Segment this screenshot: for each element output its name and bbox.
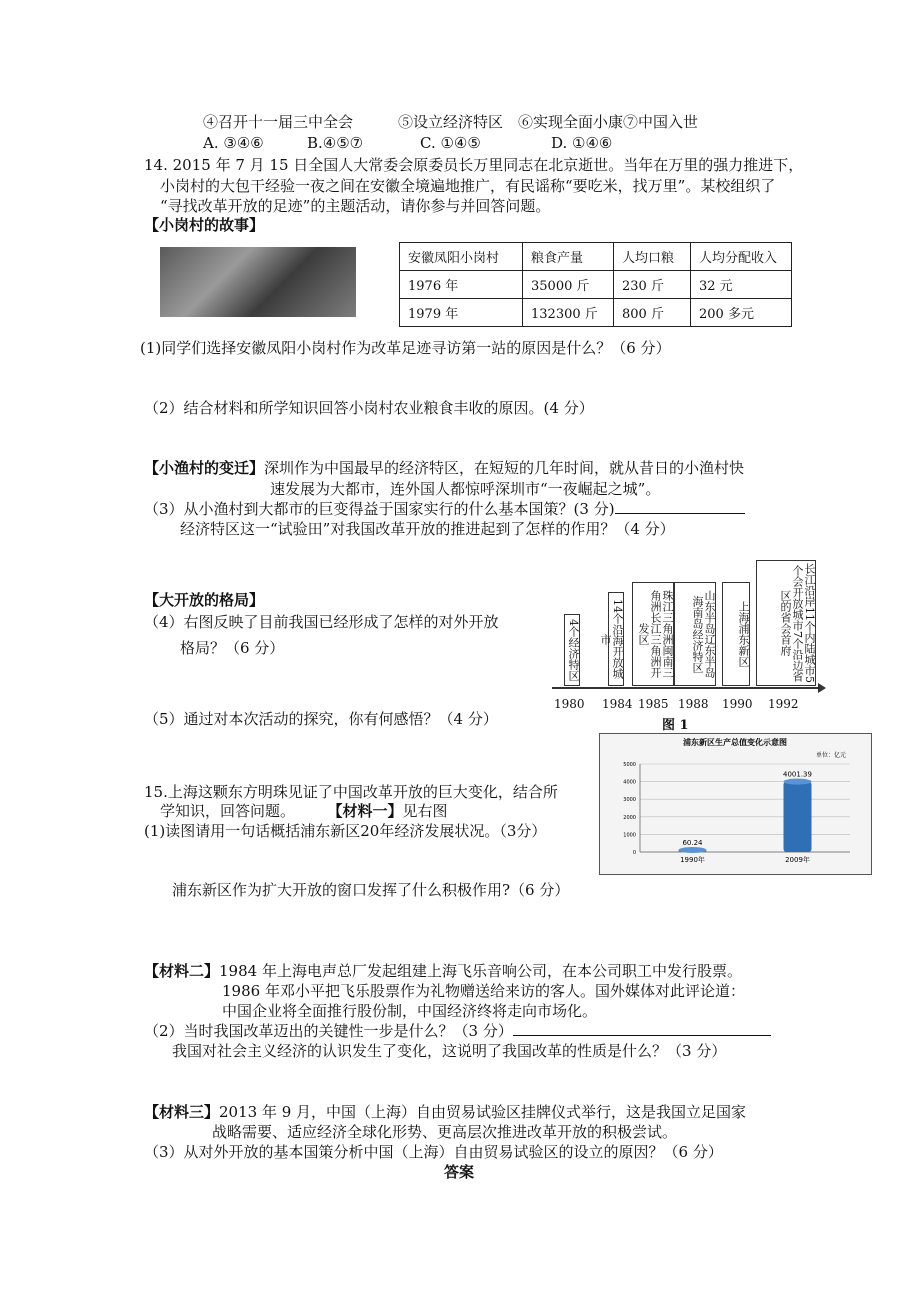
y-tick-label: 4000 [623,779,636,786]
material-three-label: 【材料三】 [144,1103,220,1121]
x-tick-label: 2009年 [785,856,810,864]
q14-sub-3b: 经济特区这一“试验田”对我国改革开放的推进起到了怎样的作用？（4 分） [180,520,675,538]
pudong-gdp-chart [599,733,872,875]
table-row [400,271,792,299]
data-label: 4001.39 [783,770,812,779]
chart-bar [784,782,812,852]
data-label: 60.24 [682,839,703,847]
y-tick-label: 3000 [623,797,636,804]
timeline-box: 4个经济特区 [564,614,580,686]
x-tick-label: 1990年 [680,856,705,864]
table-cell: 1976 年 [400,271,523,299]
q14-sub-4a: （4）右图反映了目前我国已经形成了怎样的对外开放 [144,613,499,631]
y-tick-label: 0 [632,850,636,856]
q14-sub-2: （2）结合材料和所学知识回答小岗村农业粮食丰收的原因。(4 分） [144,399,594,417]
section2-text-1: 深圳作为中国最早的经济特区，在短短的几年时间，就从昔日的小渔村快 [264,459,745,477]
table-cell: 230 斤 [614,271,691,299]
q15-intro-2: 学知识，回答问题。 [160,802,296,820]
table-cell: 1979 年 [400,299,523,327]
table-cell: 800 斤 [614,299,691,327]
table-header-cell: 人均分配收入 [691,243,792,271]
q14-intro-3: “寻找改革开放的足迹”的主题活动，请你参与并回答问题。 [160,197,551,215]
timeline-year: 1985 [638,697,669,711]
y-tick-label: 5000 [623,762,636,768]
xiaogang-data-table [399,242,792,327]
table-cell: 200 多元 [691,299,792,327]
timeline-year: 1990 [722,697,753,711]
material-one-label: 【材料一】 [335,802,403,820]
q15-intro-1: 15.上海这颗东方明珠见证了中国改革开放的巨大变化，结合所 [144,783,558,801]
section2-text-2: 速发展为大都市，连外国人都惊呼深圳市“一夜崛起之城”。 [270,480,661,498]
q14-sub-3a: （3）从小渔村到大都市的巨变得益于国家实行的什么基本国策？(3 分) [144,500,615,518]
chart-bar-top [784,779,812,785]
q14-intro-2: 小岗村的大包干经验一夜之间在安徽全境遍地推广，有民谣称“要吃米，找万里”。某校组织了 [160,177,776,195]
q15-sub-2b: 我国对社会主义经济的认识发生了变化，这说明了我国改革的性质是什么？（3 分） [172,1042,727,1060]
material-one-ref: 见右图 [402,802,448,820]
timeline-box: 山东半岛辽东半岛海南岛经济特区 [674,582,716,686]
q13-option-c: C. ①④⑤ [420,134,481,152]
material-two-label: 【材料二】 [144,962,220,980]
answer-heading: 答案 [444,1163,475,1181]
xiaogang-village-photo [160,247,356,317]
answer-blank [615,499,745,514]
q14-sub-1: (1)同学们选择安徽凤阳小岗村作为改革足迹寻访第一站的原因是什么？（6 分） [140,339,671,357]
material-three-text-1: 2013 年 9 月，中国（上海）自由贸易试验区挂牌仪式举行，这是我国立足国家 [219,1103,747,1121]
section-opening-pattern: 【大开放的格局】 [144,591,265,609]
answer-blank [513,1021,771,1036]
timeline-year: 1992 [768,697,799,711]
section-fishing-village: 【小渔村的变迁】 [144,459,265,477]
table-header-cell: 粮食产量 [523,243,614,271]
material-two-text-1: 1984 年上海电声总厂发起组建上海飞乐音响公司，在本公司职工中发行股票。 [219,962,742,980]
material-three-text-2: 战略需要、适应经济全球化形势、更高层次推进改革开放的积极尝试。 [212,1123,678,1141]
material-two-text-3: 中国企业将全面推行股份制，中国经济终将走向市场化。 [222,1002,598,1020]
q15-sub-1b: 浦东新区作为扩大开放的窗口发挥了什么积极作用?（6 分） [172,881,570,899]
timeline-box: 14个沿海开放城市 [608,592,624,686]
table-header-cell: 人均口粮 [614,243,691,271]
timeline-box: 长江沿岸11个内陆城市5个会开放城市7个沿边省区的省会首府 [756,560,816,686]
y-tick-label: 2000 [623,814,636,821]
timeline-box: 珠江三角洲闽南三角洲长江三角洲开发区 [632,582,674,686]
q13-option-d: D. ①④⑥ [551,134,613,152]
table-row [400,299,792,327]
q13-option-b: B.④⑤⑦ [307,134,364,152]
timeline-year: 1988 [678,697,709,711]
material-two-text-2: 1986 年邓小平把飞乐股票作为礼物赠送给来访的客人。国外媒体对此评论道： [222,982,745,1000]
table-cell: 32 元 [691,271,792,299]
pudong-gdp-chart-svg [600,734,871,874]
q15-sub-2a: （2）当时我国改革迈出的关键性一步是什么？（3 分） [144,1022,513,1040]
q14-intro-1: 14. 2015 年 7 月 15 日全国人大常委会原委员长万里同志在北京逝世。当年在万里的强力推进下， [144,156,804,174]
chart-unit-label: 单位：亿元 [815,752,846,759]
q14-sub-5: （5）通过对本次活动的探究，你有何感悟？（4 分） [144,710,498,728]
opening-up-timeline-figure [546,556,830,738]
arrow-right-icon [818,683,826,693]
timeline-box: 上海浦东新区 [722,582,750,686]
table-cell: 35000 斤 [523,271,614,299]
q13-option-line: ④召开十一届三中全会 ⑤设立经济特区 ⑥实现全面小康⑦中国入世 [203,113,699,131]
timeline-axis [552,687,822,689]
chart-bar-top [679,847,707,853]
figure1-caption: 图 1 [662,718,689,733]
chart-title: 浦东新区生产总值变化示意图 [683,738,787,747]
timeline-year: 1984 [602,697,633,711]
table-cell: 132300 斤 [523,299,614,327]
q14-sub-4b: 格局？（6 分） [180,639,285,657]
timeline-year: 1980 [554,697,585,711]
q15-sub-1: (1)读图请用一句话概括浦东新区20年经济发展状况。（3分） [144,822,547,840]
table-header-row [400,243,792,271]
q15-sub-3: （3）从对外开放的基本国策分析中国（上海）自由贸易试验区的设立的原因？（6 分） [144,1143,723,1161]
table-header-cell: 安徽凤阳小岗村 [400,243,523,271]
y-tick-label: 1000 [623,832,636,839]
section-xiaogang-story: 【小岗村的故事】 [144,216,265,234]
q13-option-a: A. ③④⑥ [203,134,264,152]
